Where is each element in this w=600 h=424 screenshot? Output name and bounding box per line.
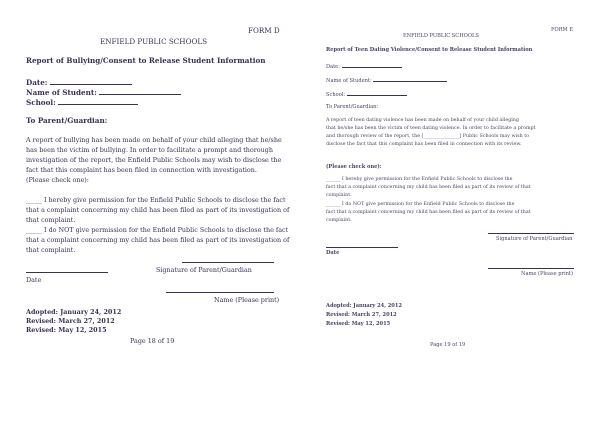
permit-option-line: that complaint. bbox=[26, 216, 76, 224]
intro-line: fact that this complaint has been filed in connection with investigation. bbox=[26, 166, 257, 174]
permit-option-line: that a complaint concerning my child has been filed as part of its investigation of bbox=[26, 206, 290, 214]
page-number: Page 19 of 19 bbox=[430, 342, 466, 348]
revised-date: Revised: March 27, 2012 bbox=[26, 317, 115, 325]
signature-label: Signature of Parent/Guardian bbox=[496, 236, 573, 242]
district-name: ENFIELD PUBLIC SCHOOLS bbox=[403, 33, 479, 39]
date-signature-line[interactable] bbox=[26, 272, 108, 273]
name-print-label: Name (Please print) bbox=[521, 271, 573, 277]
student-field bbox=[326, 77, 447, 84]
deny-option-line: complaint. bbox=[326, 218, 352, 223]
school-field bbox=[326, 91, 407, 98]
check-one-heading: (Please check one): bbox=[326, 164, 382, 170]
deny-option[interactable]: _____ I do NOT give permission for the Enfield Public Schools to disclose the fact bbox=[26, 226, 289, 234]
date-blank[interactable] bbox=[50, 78, 132, 85]
date-field bbox=[326, 63, 402, 70]
name-print-label: Name (Please print) bbox=[214, 296, 280, 304]
revised-date: Revised: May 12, 2015 bbox=[326, 321, 391, 327]
signature-label: Signature of Parent/Guardian bbox=[156, 266, 252, 274]
intro-line: (Please check one): bbox=[26, 176, 89, 184]
deny-option-line: that a complaint concerning my child has been filed as part of its investigation of bbox=[26, 236, 290, 244]
form-label: FORM D bbox=[248, 26, 280, 35]
signature-line[interactable] bbox=[182, 262, 274, 263]
student-field bbox=[26, 88, 181, 96]
intro-line: that he/she has been the victim of teen dating violence. In order to facilitate a prompt bbox=[326, 126, 536, 131]
deny-option[interactable]: ______ I do NOT give permission for the Enfield Public Schools to disclose the bbox=[326, 202, 515, 207]
name-print-line[interactable] bbox=[488, 268, 574, 269]
intro-line: and thorough review of the report, the [_______________] Public Schools may wish to bbox=[326, 134, 530, 139]
intro-line: A report of bullying has been made on behalf of your child alleging that he/she bbox=[26, 136, 282, 144]
permit-option[interactable]: ______ I hereby give permission for the Enfield Public Schools to disclose the bbox=[326, 177, 513, 182]
form-e-page bbox=[300, 0, 600, 424]
date-field bbox=[26, 78, 132, 86]
intro-line: has been the victim of bullying. In order to facilitate a prompt and thorough bbox=[26, 146, 273, 154]
deny-option-line: fact that a complaint concerning my child has been filed as part of its review of that bbox=[326, 210, 531, 215]
form-title: Report of Bullying/Consent to Release Student Information bbox=[26, 56, 266, 65]
name-print-line[interactable] bbox=[166, 292, 274, 293]
intro-line: A report of teen dating violence has been made on behalf of your child alleging bbox=[326, 118, 519, 123]
adopted-date: Adopted: January 24, 2012 bbox=[326, 303, 402, 309]
revised-date: Revised: May 12, 2015 bbox=[26, 326, 107, 334]
date-signature-label: Date bbox=[26, 276, 42, 284]
signature-line[interactable] bbox=[488, 233, 574, 234]
permit-option-line: fact that a complaint concerning my child has been filed as part of its review of that bbox=[326, 185, 531, 190]
student-label: Name of Student: bbox=[326, 78, 372, 84]
date-blank[interactable] bbox=[342, 63, 402, 68]
date-label: Date: bbox=[326, 64, 340, 70]
date-label: Date: bbox=[26, 78, 48, 87]
date-signature-line[interactable] bbox=[326, 247, 398, 248]
district-name: ENFIELD PUBLIC SCHOOLS bbox=[100, 37, 208, 46]
form-title: Report of Teen Dating Violence/Consent to Release Student Information bbox=[326, 47, 533, 53]
school-blank[interactable] bbox=[347, 91, 407, 96]
school-label: School: bbox=[326, 92, 346, 98]
intro-line: disclose the fact that this complaint has been filed in connection with its review. bbox=[326, 142, 522, 147]
student-blank[interactable] bbox=[99, 88, 181, 95]
intro-line: investigation of the report, the Enfield Public Schools may wish to disclose the bbox=[26, 156, 282, 164]
to-parent-heading: To Parent/Guardian: bbox=[326, 104, 379, 110]
permit-option[interactable]: _____ I hereby give permission for the Enfield Public Schools to disclose the fact bbox=[26, 196, 286, 204]
page-number: Page 18 of 19 bbox=[130, 337, 175, 345]
permit-option-line: complaint. bbox=[326, 193, 352, 198]
school-label: School: bbox=[26, 98, 56, 107]
student-blank[interactable] bbox=[373, 77, 447, 82]
form-label: FORM E bbox=[551, 27, 574, 33]
date-signature-label: Date bbox=[326, 250, 340, 256]
school-field bbox=[26, 98, 138, 106]
revised-date: Revised: March 27, 2012 bbox=[326, 312, 397, 318]
deny-option-line: that complaint. bbox=[26, 246, 76, 254]
adopted-date: Adopted: January 24, 2012 bbox=[26, 308, 122, 316]
student-label: Name of Student: bbox=[26, 88, 97, 97]
school-blank[interactable] bbox=[58, 98, 138, 105]
to-parent-heading: To Parent/Guardian: bbox=[26, 116, 108, 125]
